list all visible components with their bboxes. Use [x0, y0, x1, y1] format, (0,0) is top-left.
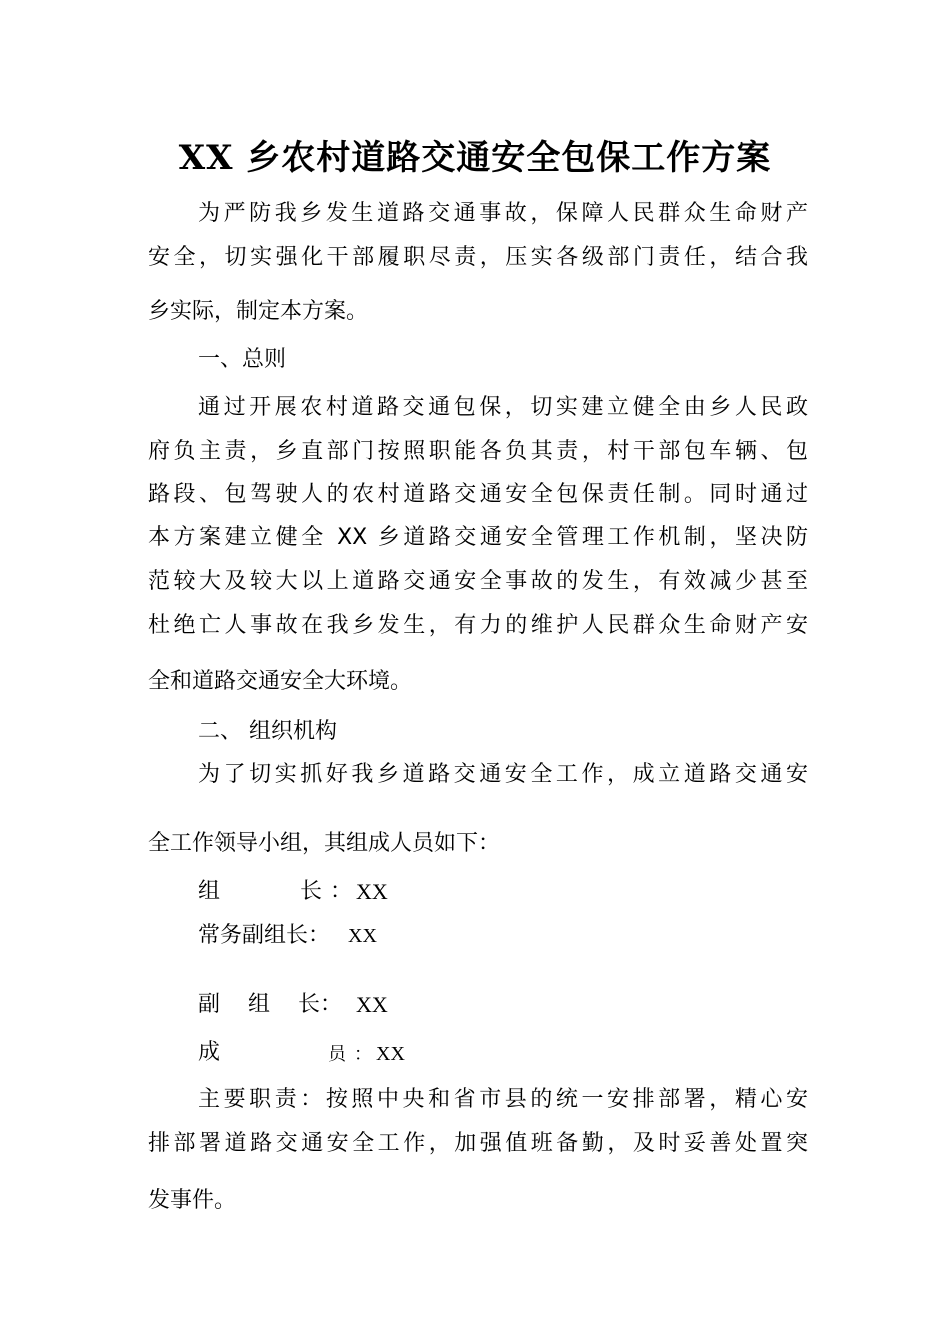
duties-line-3: 发事件。: [148, 1188, 237, 1213]
deputy-label-c: 长：: [298, 992, 343, 1017]
leader-label-b: 长: [300, 879, 323, 904]
section2-line-1: 为了切实抓好我乡道路交通安全工作，成立道路交通安: [198, 762, 808, 787]
exec-deputy-value: XX: [348, 925, 377, 947]
intro-line-1: 为严防我乡发生道路交通事故，保障人民群众生命财产: [198, 201, 808, 226]
section1-line-7: 全和道路交通安全大环境。: [148, 669, 413, 694]
exec-deputy-label: 常务副组长：: [198, 923, 331, 948]
member-colon: ：: [354, 1044, 372, 1065]
section2-heading: 二、 组织机构: [198, 719, 337, 744]
leader-label-a: 组: [198, 879, 221, 904]
deputy-label-b: 组: [248, 992, 271, 1017]
intro-line-2: 安全，切实强化干部履职尽责，压实各级部门责任，结合我: [148, 245, 808, 270]
section1-heading: 一、总则: [198, 347, 287, 372]
member-label-b: 员: [328, 1044, 346, 1065]
section1-line-5: 范较大及较大以上道路交通安全事故的发生，有效减少甚至: [148, 569, 808, 594]
deputy-label-a: 副: [198, 992, 221, 1017]
section1-line-2: 府负主责，乡直部门按照职能各负其责，村干部包车辆、包: [148, 439, 808, 464]
section1-line-4: 本方案建立健全 XX 乡道路交通安全管理工作机制，坚决防: [148, 525, 808, 550]
leader-colon: ：: [330, 879, 353, 904]
intro-line-3: 乡实际，制定本方案。: [148, 299, 369, 324]
leader-value: XX: [356, 879, 388, 904]
section1-line-6: 杜绝亡人事故在我乡发生，有力的维护人民群众生命财产安: [148, 613, 808, 638]
document-title: XX 乡农村道路交通安全包保工作方案: [178, 138, 772, 178]
member-label-a: 成: [198, 1040, 221, 1065]
deputy-value: XX: [356, 992, 388, 1017]
duties-line-1: 主要职责：按照中央和省市县的统一安排部署，精心安: [198, 1087, 808, 1112]
duties-line-2: 排部署道路交通安全工作，加强值班备勤，及时妥善处置突: [148, 1131, 808, 1156]
section1-line-1: 通过开展农村道路交通包保，切实建立健全由乡人民政: [198, 395, 808, 420]
section2-line-2: 全工作领导小组，其组成人员如下：: [148, 831, 501, 856]
member-value: XX: [376, 1043, 405, 1065]
section1-line-3: 路段、包驾驶人的农村道路交通安全包保责任制。同时通过: [148, 482, 808, 507]
